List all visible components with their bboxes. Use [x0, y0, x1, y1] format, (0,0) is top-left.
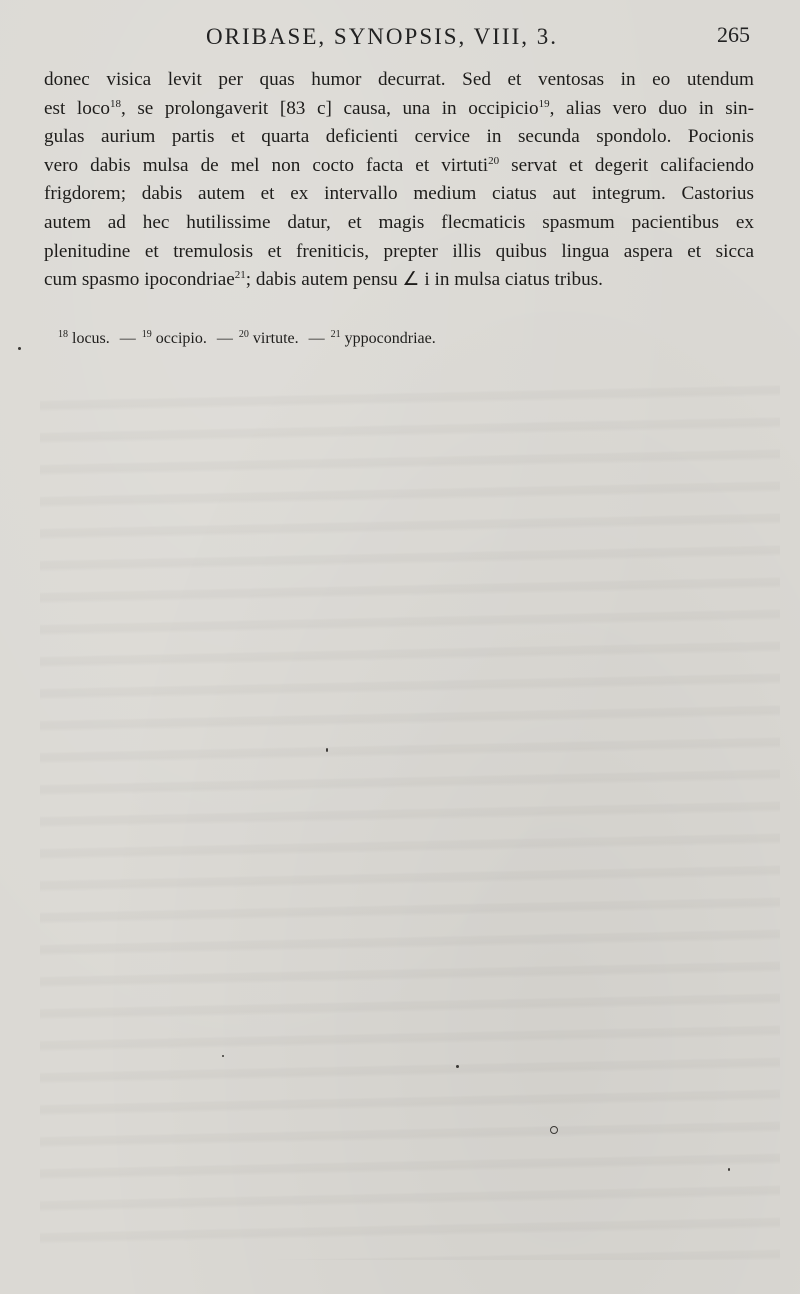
- text-line: plenitudine et tremulosis et freniticis, prepter illis quibus lingua aspera et sicca: [44, 240, 754, 262]
- text-line: frigdorem; dabis autem et ex intervallo medium ciatus aut integrum. Castorius: [44, 183, 754, 205]
- page-header: [0, 20, 800, 54]
- footnote-separator: —: [119, 330, 136, 347]
- text-line: autem ad hec hutilissime datur, et magis flecmaticis spasmum pacientibus ex: [44, 211, 754, 233]
- paper-speck: [728, 1168, 730, 1171]
- text-line: est loco$^{18}$, se prolongaverit [83 c] causa, una in occipicio$^{19}$, alias vero duo in sin-: [44, 97, 754, 119]
- footnote-ref: 21: [234, 269, 246, 282]
- footnote-ref: 19: [538, 97, 550, 110]
- text-line: donec visica levit per quas humor decurrat. Sed et ventosas in eo utendum: [44, 69, 754, 90]
- footnote: $^{18}$ locus.: [58, 329, 110, 347]
- footnote-separator: —: [308, 330, 325, 347]
- paper-speck: [222, 1055, 224, 1057]
- text-line: vero dabis mulsa de mel non cocto facta et virtuti$^{20}$ servat et degerit califaciendo: [44, 154, 754, 176]
- paper-speck: [326, 748, 328, 752]
- footnote: $^{20}$ virtute.: [238, 329, 299, 347]
- main-text: [44, 66, 754, 295]
- footnote-ref: 18: [109, 97, 121, 110]
- footnote-separator: —: [216, 330, 233, 347]
- footnote-ref: 20: [488, 154, 500, 167]
- show-through-texture: [40, 380, 780, 1260]
- text-line: gulas aurium partis et quarta deficienti cervice in secunda spondolo. Pocionis: [44, 126, 754, 148]
- paper-speck: [456, 1065, 459, 1068]
- paper-speck: [18, 347, 21, 350]
- page-number: 265: [717, 22, 750, 47]
- footnote: $^{21}$ yppocondriae.: [330, 329, 436, 347]
- footnote: $^{19}$ occipio.: [141, 329, 207, 347]
- running-title: ORIBASE, SYNOPSIS, VIII, 3.: [206, 24, 558, 49]
- text-line: cum spasmo ipocondriae$^{21}$; dabis autem pensu ∠ i in mulsa ciatus tribus.: [44, 269, 603, 291]
- footnotes: [58, 330, 440, 348]
- paper-speck: [550, 1126, 558, 1134]
